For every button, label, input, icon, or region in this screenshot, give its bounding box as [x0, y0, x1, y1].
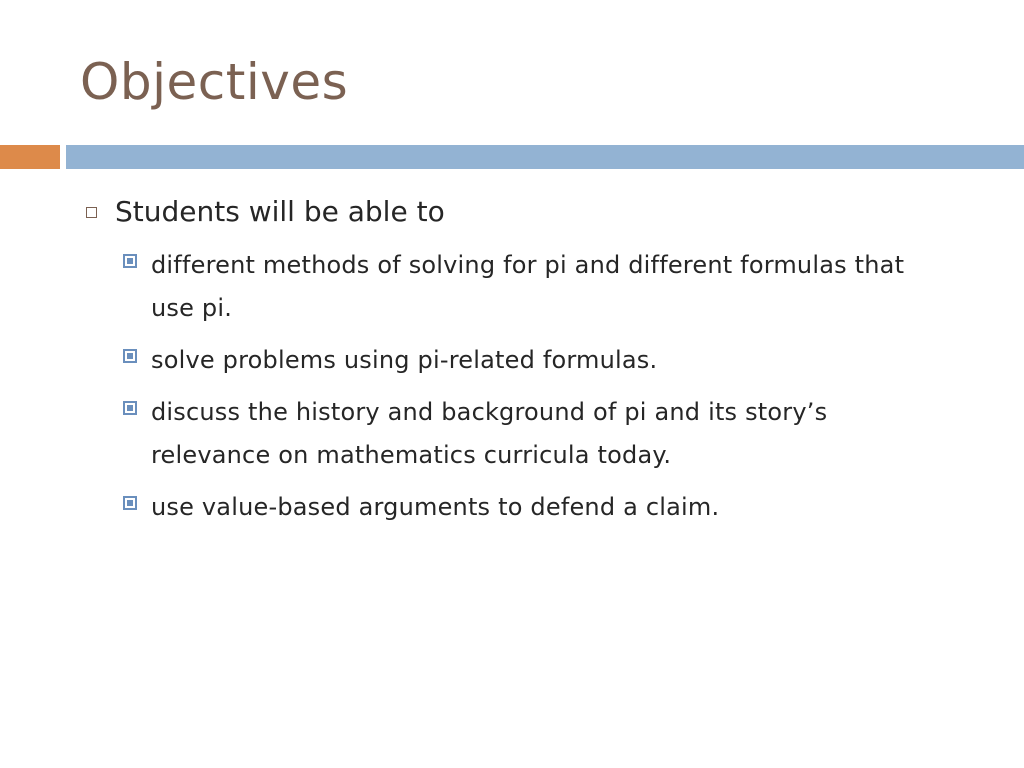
bullet-level2-item: [123, 244, 943, 330]
bullet-level2-item: [123, 486, 943, 529]
square-bullet-icon: [123, 496, 137, 510]
bullet-level2-text: use value-based arguments to defend a claim.: [151, 493, 720, 521]
square-bullet-icon: [123, 401, 137, 415]
accent-bar-orange: [0, 145, 60, 169]
slide-title: Objectives: [80, 53, 349, 111]
bullet-level2-text: different methods of solving for pi and different formulas that use pi.: [151, 251, 905, 322]
bullet-level2-item: [123, 339, 943, 382]
bullet-level2-text: discuss the history and background of pi and its story’s relevance on mathematics curricula today.: [151, 398, 828, 469]
bullet-level1: [86, 192, 986, 232]
bullet-level2-item: [123, 391, 943, 477]
square-bullet-icon: [123, 349, 137, 363]
bullet-level1-text: Students will be able to: [115, 195, 445, 228]
square-bullet-icon: [123, 254, 137, 268]
hollow-square-icon: [86, 207, 97, 218]
accent-bar-blue: [66, 145, 1024, 169]
bullet-list: [86, 192, 986, 538]
bullet-level2-text: solve problems using pi-related formulas.: [151, 346, 658, 374]
